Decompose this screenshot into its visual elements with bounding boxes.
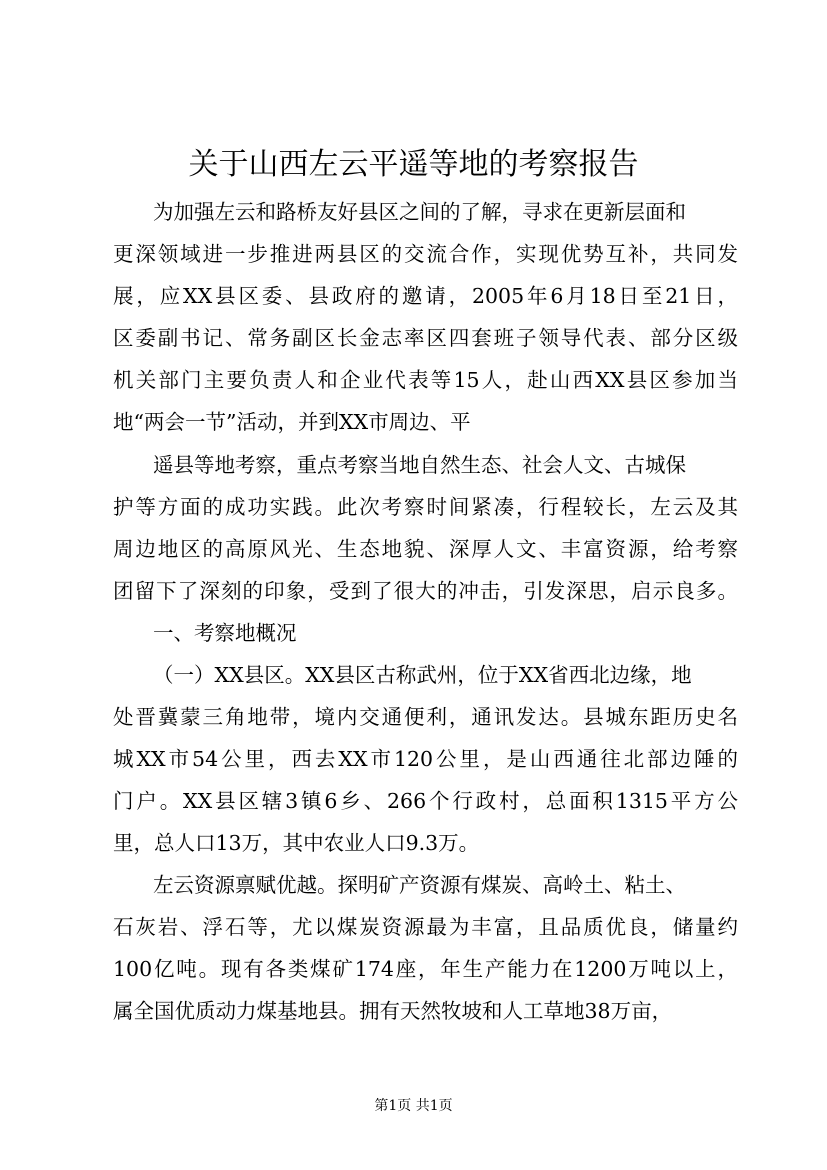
- paragraph-line: 机关部门主要负责人和企业代表等15人，赴山西XX县区参加当: [113, 368, 738, 392]
- paragraph-line: 周边地区的高原风光、生态地貌、深厚人文、丰富资源，给考察: [113, 537, 738, 561]
- paragraph-line: 护等方面的成功实践。此次考察时间紧凑，行程较长，左云及其: [113, 495, 738, 519]
- paragraph-line: 团留下了深刻的印象，受到了很大的冲击，引发深思，启示良多。: [113, 579, 738, 603]
- paragraph-line: 遥县等地考察，重点考察当地自然生态、社会人文、古城保: [153, 453, 686, 477]
- paragraph-line: （一）XX县区。XX县区古称武州，位于XX省西北边缘，地: [153, 663, 692, 687]
- paragraph-line: 处晋冀蒙三角地带，境内交通便利，通讯发达。县城东距历史名: [113, 705, 738, 729]
- paragraph-line: 左云资源禀赋优越。探明矿产资源有煤炭、高岭土、粘土、: [153, 873, 686, 897]
- paragraph-line: 区委副书记、常务副区长金志率区四套班子领导代表、部分区级: [113, 326, 738, 350]
- section-heading: 一、考察地概况: [153, 621, 297, 645]
- paragraph-line: 展，应XX县区委、县政府的邀请，2005年6月18日至21日，: [113, 284, 738, 308]
- paragraph-line: 属全国优质动力煤基地县。拥有天然牧坡和人工草地38万亩，: [113, 999, 673, 1023]
- paragraph-line: 门户。XX县区辖3镇6乡、266个行政村，总面积1315平方公: [113, 789, 738, 813]
- paragraph-line: 更深领域进一步推进两县区的交流合作，实现优势互补，共同发: [113, 242, 738, 266]
- paragraph-line: 里，总人口13万，其中农业人口9.3万。: [113, 831, 480, 855]
- paragraph-line: 为加强左云和路桥友好县区之间的了解，寻求在更新层面和: [153, 200, 686, 224]
- page-number-footer: 第1页 共1页: [374, 1098, 453, 1114]
- paragraph-line: 石灰岩、浮石等，尤以煤炭资源最为丰富，且品质优良，储量约: [113, 915, 738, 939]
- paragraph-line: 城XX市54公里，西去XX市120公里，是山西通往北部边陲的: [113, 747, 738, 771]
- document-title: 关于山西左云平遥等地的考察报告: [188, 147, 639, 182]
- paragraph-line: 地“两会一节”活动，并到XX市周边、平: [113, 410, 471, 434]
- paragraph-line: 100亿吨。现有各类煤矿174座，年生产能力在1200万吨以上，: [113, 957, 738, 981]
